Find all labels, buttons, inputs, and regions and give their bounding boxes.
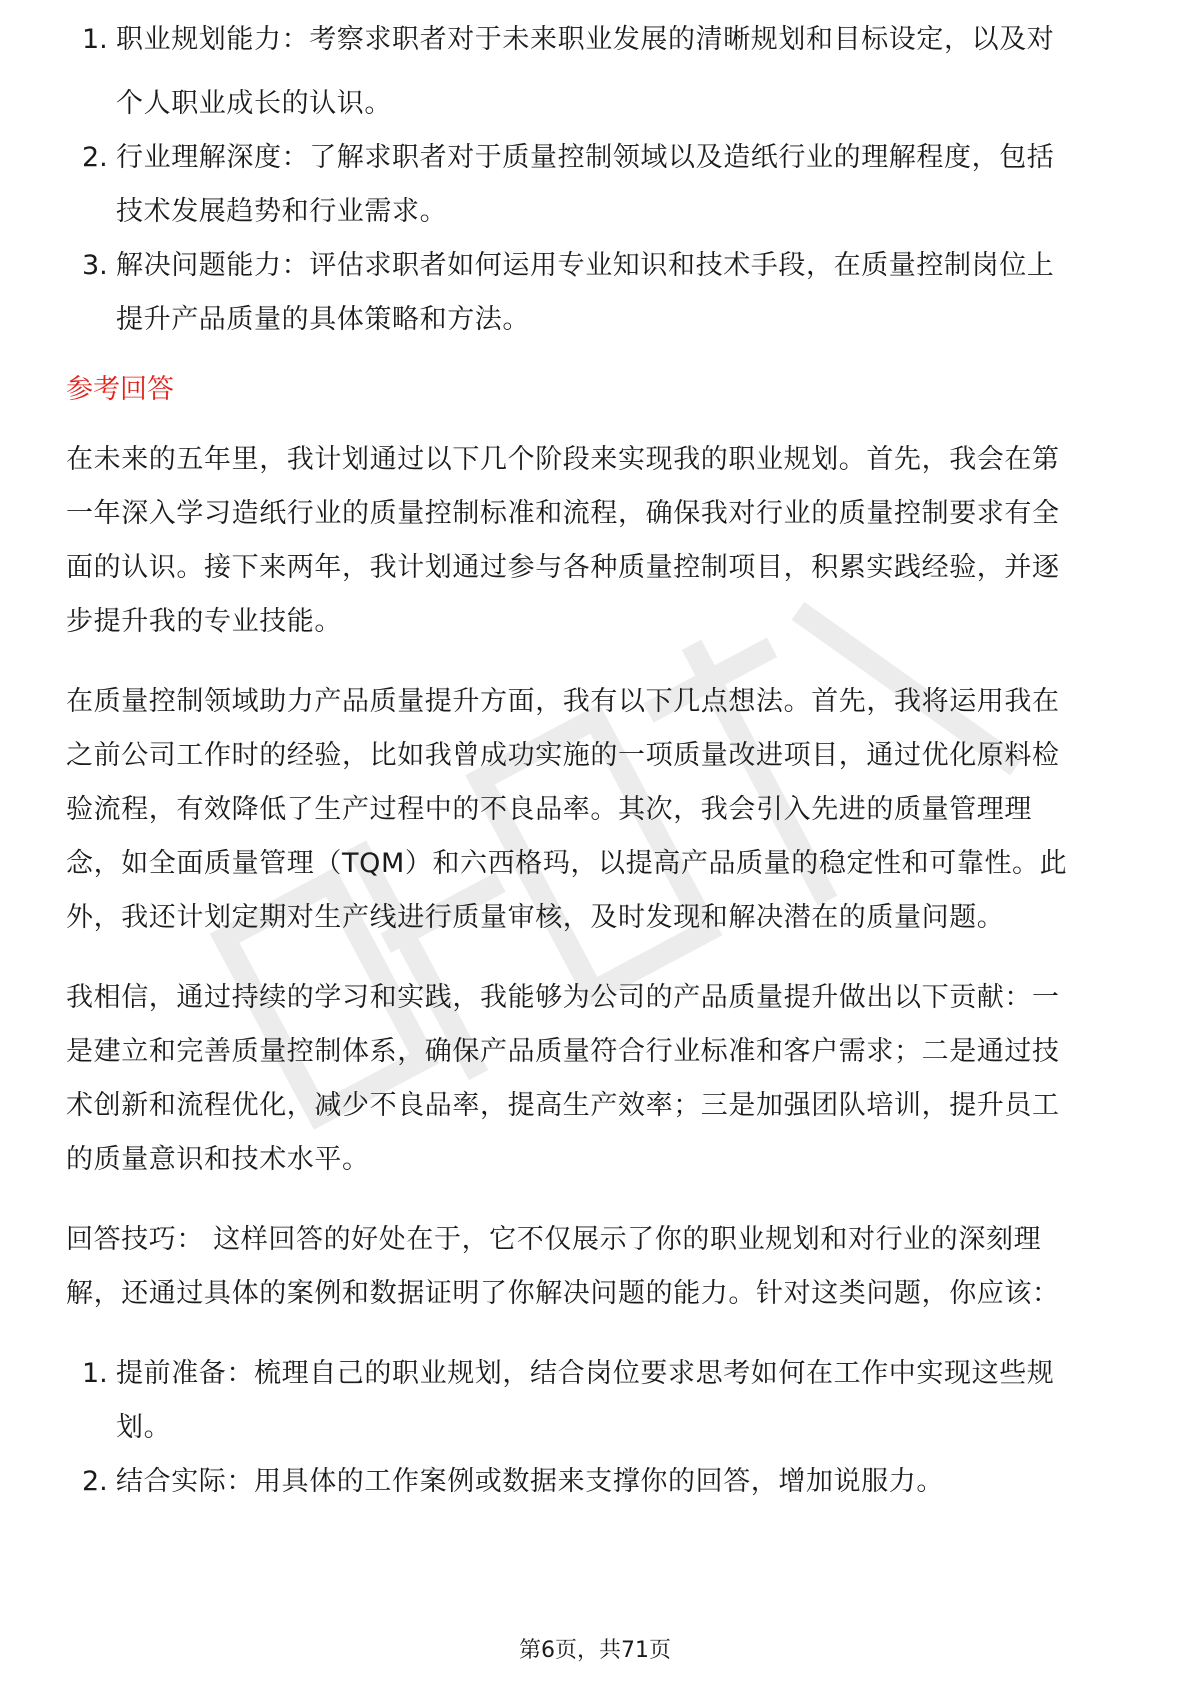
- paragraph-line: 是建立和完善质量控制体系，确保产品质量符合行业标准和客户需求；二是通过技: [66, 1036, 1060, 1067]
- paragraph-line: 的质量意识和技术水平。: [66, 1144, 370, 1175]
- list-item-text: 提前准备：梳理自己的职业规划，结合岗位要求思考如何在工作中实现这些规: [116, 1358, 1055, 1389]
- list-item-text: 行业理解深度：了解求职者对于质量控制领域以及造纸行业的理解程度，包括: [116, 142, 1055, 173]
- section-heading: 参考回答: [66, 374, 174, 405]
- list-number: 2.: [82, 1466, 108, 1497]
- paragraph-line: 在未来的五年里，我计划通过以下几个阶段来实现我的职业规划。首先，我会在第: [66, 444, 1060, 475]
- list-number: 1.: [82, 1358, 108, 1389]
- list-item-text: 个人职业成长的认识。: [116, 88, 392, 119]
- list-item-text: 划。: [116, 1412, 172, 1443]
- paragraph-line: 之前公司工作时的经验，比如我曾成功实施的一项质量改进项目，通过优化原料检: [66, 740, 1060, 771]
- paragraph-line: 在质量控制领域助力产品质量提升方面，我有以下几点想法。首先，我将运用我在: [66, 686, 1060, 717]
- page-footer: 第6页，共71页: [519, 1638, 671, 1663]
- list-item-text: 结合实际：用具体的工作案例或数据来支撑你的回答，增加说服力。: [116, 1466, 944, 1497]
- list-number: 2.: [82, 142, 108, 173]
- paragraph-line: 术创新和流程优化，减少不良品率，提高生产效率；三是加强团队培训，提升员工: [66, 1090, 1060, 1121]
- list-item-text: 提升产品质量的具体策略和方法。: [116, 304, 530, 335]
- list-number: 1.: [82, 24, 108, 55]
- list-number: 3.: [82, 250, 108, 281]
- paragraph-line: 面的认识。接下来两年，我计划通过参与各种质量控制项目，积累实践经验，并逐: [66, 552, 1060, 583]
- list-item-text: 解决问题能力：评估求职者如何运用专业知识和技术手段，在质量控制岗位上: [116, 250, 1055, 281]
- paragraph-line: 一年深入学习造纸行业的质量控制标准和流程，确保我对行业的质量控制要求有全: [66, 498, 1060, 529]
- paragraph-line: 我相信，通过持续的学习和实践，我能够为公司的产品质量提升做出以下贡献：一: [66, 982, 1060, 1013]
- paragraph-line: 外，我还计划定期对生产线进行质量审核，及时发现和解决潜在的质量问题。: [66, 902, 1005, 933]
- cropped-top-line: [0, 0, 1190, 55]
- paragraph-line: 验流程，有效降低了生产过程中的不良品率。其次，我会引入先进的质量管理理: [66, 794, 1032, 825]
- list-item-text: 技术发展趋势和行业需求。: [116, 196, 448, 227]
- list-item-text: 职业规划能力：考察求职者对于未来职业发展的清晰规划和目标设定，以及对: [116, 24, 1055, 55]
- tips-line: 回答技巧： 这样回答的好处在于，它不仅展示了你的职业规划和对行业的深刻理: [66, 1224, 1042, 1255]
- paragraph-line: 念，如全面质量管理（TQM）和六西格玛，以提高产品质量的稳定性和可靠性。此: [66, 848, 1068, 879]
- paragraph-line: 步提升我的专业技能。: [66, 606, 342, 637]
- tips-line: 解，还通过具体的案例和数据证明了你解决问题的能力。针对这类问题，你应该：: [66, 1278, 1060, 1309]
